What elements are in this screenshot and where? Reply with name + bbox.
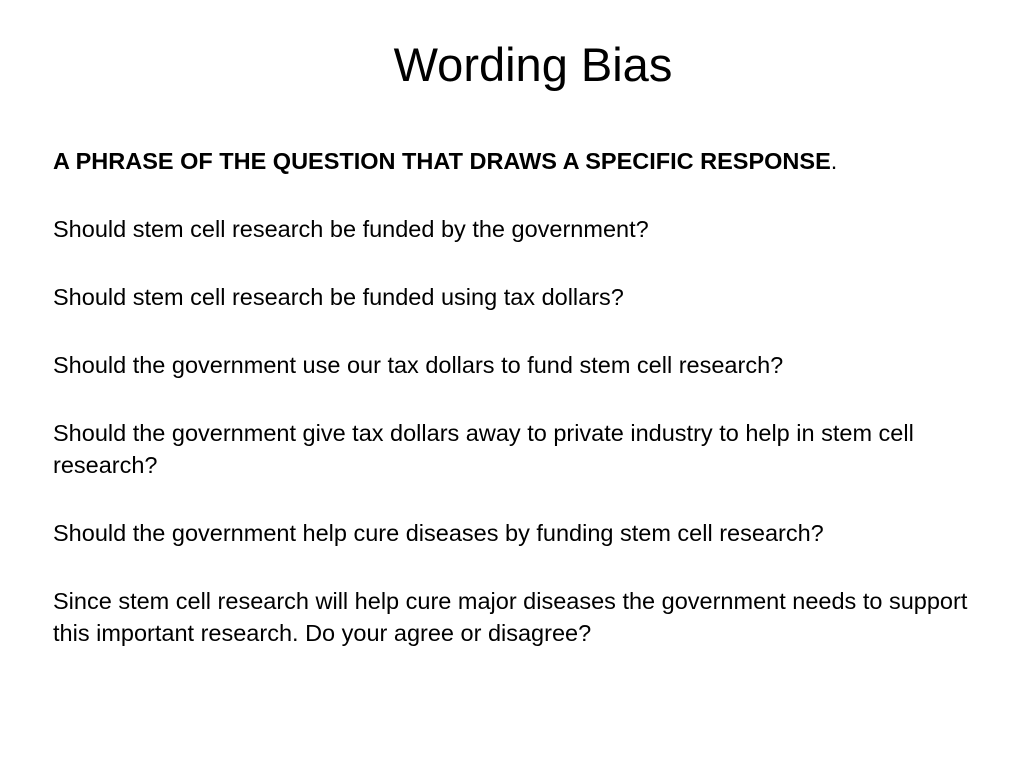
subtitle: A PHRASE OF THE QUESTION THAT DRAWS A SPECIFIC RESPONSE (53, 148, 831, 174)
subtitle-period: . (830, 148, 838, 174)
question-2: Should stem cell research be funded using tax dollars? (53, 284, 624, 310)
slide-title: Wording Bias (393, 38, 673, 91)
question-1: Should stem cell research be funded by the government? (53, 216, 649, 242)
slide-body (53, 145, 1008, 685)
question-5: Should the government help cure diseases by funding stem cell research? (53, 520, 824, 546)
question-6: Since stem cell research will help cure major diseases the government needs to support this important research. Do your agree or disagree? (53, 588, 968, 646)
subtitle-line (53, 145, 1008, 177)
question-3: Should the government use our tax dollars to fund stem cell research? (53, 352, 784, 378)
question-4: Should the government give tax dollars away to private industry to help in stem cell research? (53, 420, 914, 478)
